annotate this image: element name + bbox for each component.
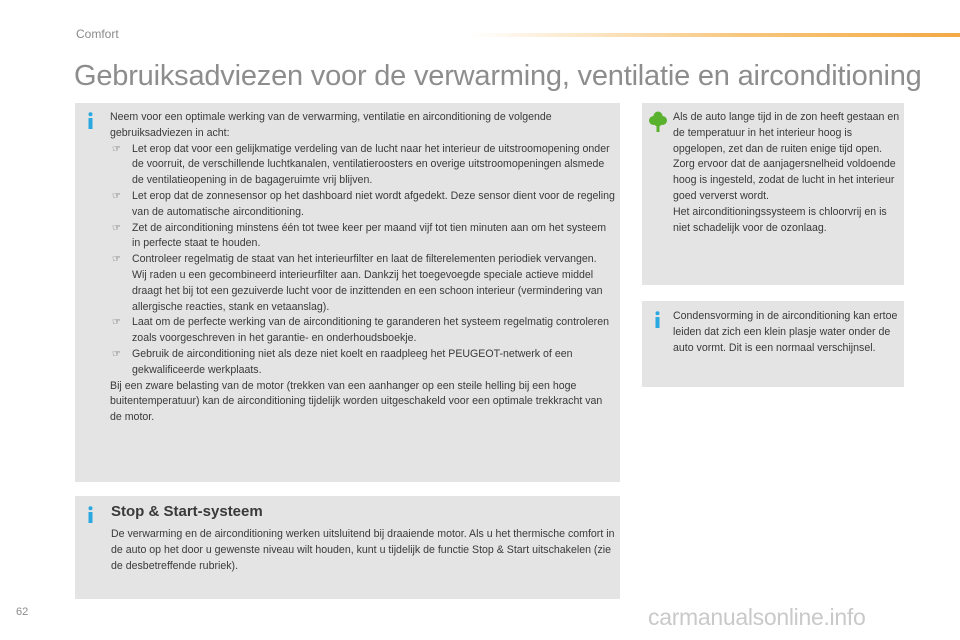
advice-intro: Neem voor een optimale werking van de verwarming, ventilatie en airconditioning de volgende gebruiksadviezen in acht: [110, 111, 552, 139]
tree-icon [649, 111, 667, 133]
eco-tip-p3: Het airconditioningssysteem is chloorvrij en is niet schadelijk voor de ozonlaag. [673, 205, 887, 234]
eco-tip-p1: Als de auto lange tijd in de zon heeft gestaan en de temperatuur in het interieur hoog is opgelopen, zet dan de ruiten enige tijd open. [673, 111, 900, 155]
advice-outro: Bij een zware belasting van de motor (trekken van een aanhanger op een steile helling bij een hoge buitentemperatuur) kan de airconditioning tijdelijk worden uitgeschakeld voor een optimale trekkracht van de motor. [110, 379, 603, 424]
eco-tip-p2: Zorg ervoor dat de aanjagersnelheid voldoende hoog is ingesteld, zodat de lucht in het interieur goed ververst wordt. [673, 158, 896, 202]
bullet-marker-icon: ☞ [112, 190, 121, 202]
header-accent-bar [470, 33, 960, 37]
list-item: ☞ Let erop dat voor een gelijkmatige verdeling van de lucht naar het interieur de uitstroomopening onder de voorruit, de verschillende luchtkanalen, ventilatieroosters en overige uitstroomopeningen alsmede de ventilatieopening in de bagageruimte vrij blijven. [112, 142, 610, 187]
list-item: ☞ Laat om de perfecte werking van de airconditioning te garanderen het systeem regelmatig controleren zoals voorgeschreven in het garantie- en onderhoudsboekje. [112, 316, 609, 345]
eco-tip-text [673, 110, 901, 236]
page-title: Gebruiksadviezen voor de verwarming, ventilatie en airconditioning [74, 60, 922, 92]
list-item: ☞ Controleer regelmatig de staat van het interieurfilter en laat de filterelementen periodiek vervangen. Wij raden u een gecombineerd interieurfilter aan. Dankzij het toegevoegde speciale actieve middel draagt het bij tot een gezuiverde lucht voor de inzittenden en een schoon interieur (vermindering van allergische reacties, stank en vetaanslag). [112, 253, 603, 313]
list-item: ☞ Zet de airconditioning minstens één tot twee keer per maand vijf tot tien minuten aan om het systeem in perfecte staat te houden. [112, 221, 607, 250]
bullet-marker-icon: ☞ [112, 143, 121, 155]
stop-start-title: Stop & Start-systeem [111, 503, 263, 520]
stop-start-text: De verwarming en de airconditioning werken uitsluitend bij draaiende motor. Als u het thermische comfort in de auto op het door u gewenste niveau wilt houden, kunt u tijdelijk de functie Stop & Start uitschakelen (zie de desbetreffende rubriek). [111, 528, 615, 572]
bullet-marker-icon: ☞ [112, 222, 121, 234]
filter-note: Wij raden u een gecombineerd interieurfilter aan. Dankzij het toegevoegde speciale actieve middel draagt het bij tot een gezuiverde lucht voor de inzittenden en een schoon interieur (vermindering van allergische reacties, stank en vetaanslag). [132, 268, 603, 313]
bullet-marker-icon: ☞ [112, 254, 121, 266]
page-number: 62 [16, 606, 29, 618]
info-icon [653, 311, 662, 329]
list-item: ☞ Gebruik de airconditioning niet als deze niet koelt en raadpleeg het PEUGEOT-netwerk of een gekwalificeerde werkplaats. [112, 347, 573, 376]
bullet-marker-icon: ☞ [112, 348, 121, 360]
watermark: carmanualsonline.info [648, 604, 866, 630]
condensation-text: Condensvorming in de airconditioning kan ertoe leiden dat zich een klein plasje water onder de auto vormt. Dit is een normaal verschijnsel. [673, 310, 898, 354]
section-label: Comfort [76, 27, 119, 41]
info-icon [86, 506, 95, 524]
bullet-marker-icon: ☞ [112, 317, 121, 329]
advice-text [110, 110, 616, 426]
list-item: ☞ Let erop dat de zonnesensor op het dashboard niet wordt afgedekt. Deze sensor dient voor de regeling van de automatische airconditioning. [112, 189, 615, 218]
info-icon [86, 112, 95, 130]
